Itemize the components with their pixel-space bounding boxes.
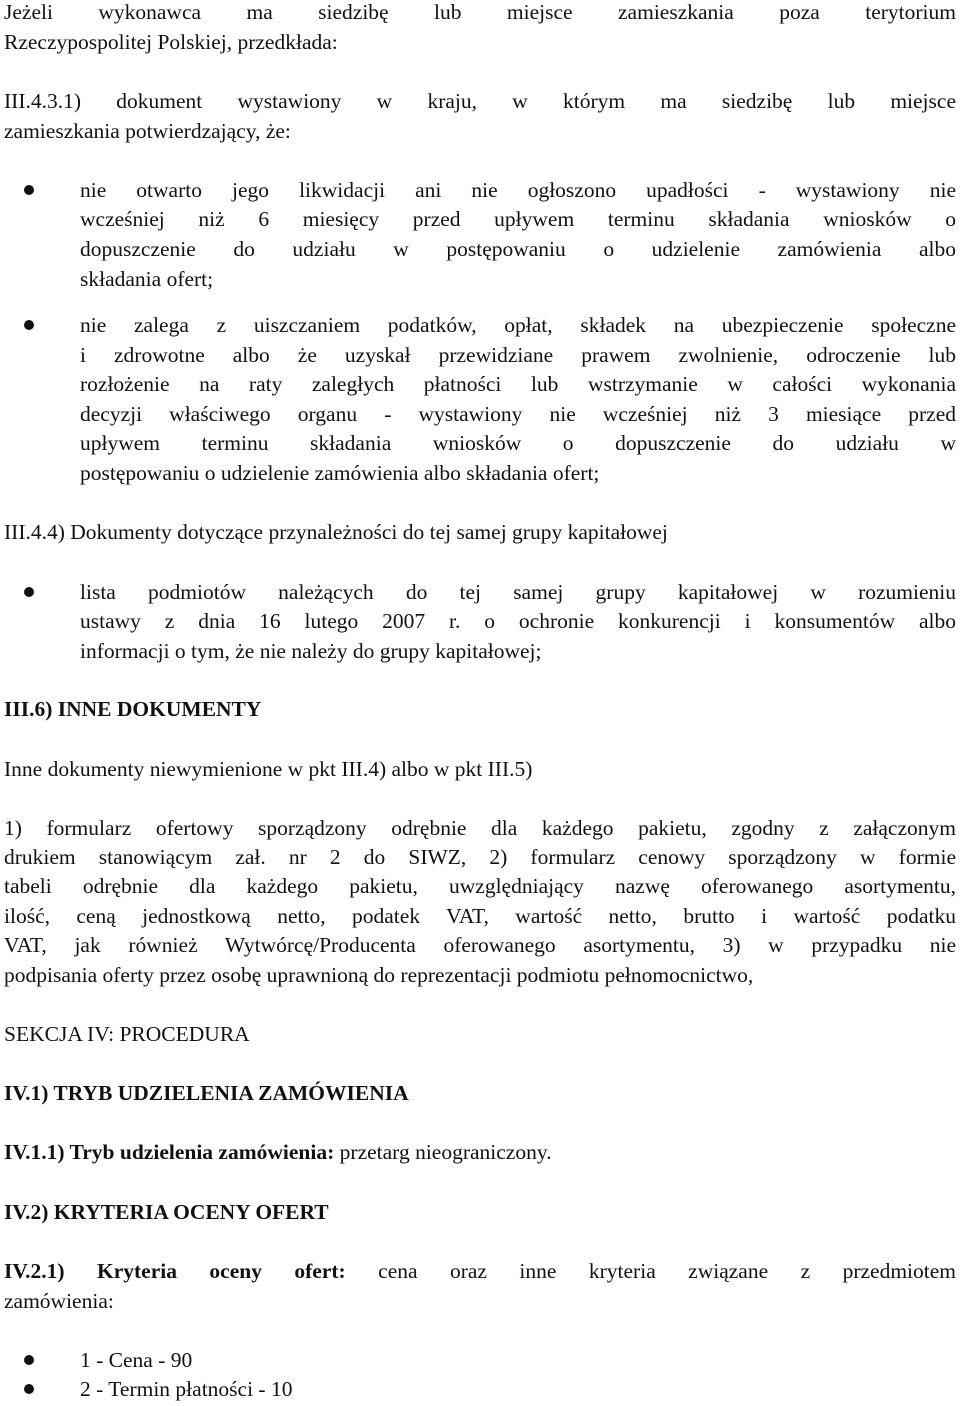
bullet2-line-4: decyzji właściwego organu - wystawiony nie wcześniej niż 3 miesiące przed	[80, 402, 956, 426]
bullet-dot	[24, 1384, 34, 1394]
iv2-heading: IV.2) KRYTERIA OCENY OFERT	[4, 1200, 329, 1224]
s36-line-1: 1) formularz ofertowy sporządzony odrębnie dla każdego pakietu, zgodny z załączonym	[4, 816, 956, 840]
bullet3-line-3: informacji o tym, że nie należy do grupy kapitałowej;	[80, 639, 542, 663]
s344-heading: III.4.4) Dokumenty dotyczące przynależności do tej samej grupy kapitałowej	[4, 520, 668, 544]
bullet2-line-6: postępowaniu o udzielenie zamówienia albo składania ofert;	[80, 461, 600, 485]
iv11-label: IV.1.1) Tryb udzielenia zamówienia:	[4, 1140, 335, 1164]
s36-line-6: podpisania oferty przez osobę uprawnioną do reprezentacji podmiotu pełnomocnictwo,	[4, 963, 754, 987]
s36-line-3: tabeli odrębnie dla każdego pakietu, uwzględniający nazwę oferowanego asortymentu,	[4, 874, 956, 898]
criterion-item: 1 - Cena - 90	[80, 1348, 193, 1372]
iv21-line-2: zamówienia:	[4, 1289, 114, 1313]
bullet-dot	[24, 1355, 34, 1365]
bullet1-line-1: nie otwarto jego likwidacji ani nie ogłoszono upadłości - wystawiony nie	[80, 178, 956, 202]
intro-line-1: Jeżeli wykonawca ma siedzibę lub miejsce zamieszkania poza terytorium	[4, 0, 956, 24]
bullet1-line-2: wcześniej niż 6 miesięcy przed upływem terminu składania wniosków o	[80, 207, 956, 231]
bullet2-line-2: i zdrowotne albo że uzyskał przewidziane prawem zwolnienie, odroczenie lub	[80, 343, 956, 367]
bullet2-line-1: nie zalega z uiszczaniem podatków, opłat, składek na ubezpieczenie społeczne	[80, 313, 956, 337]
iv1-heading: IV.1) TRYB UDZIELENIA ZAMÓWIENIA	[4, 1081, 409, 1105]
iv11-line	[4, 1137, 956, 1167]
s343-line-2: zamieszkania potwierdzający, że:	[4, 119, 291, 143]
intro-line-2: Rzeczypospolitej Polskiej, przedkłada:	[4, 30, 338, 54]
iv21-line	[4, 1256, 956, 1286]
s36-heading: III.6) INNE DOKUMENTY	[4, 697, 262, 721]
iv21-label: IV.2.1) Kryteria oceny ofert:	[4, 1259, 346, 1283]
bullet2-line-5: upływem terminu składania wniosków o dopuszczenie do udziału w	[80, 431, 956, 455]
criterion-item: 2 - Termin płatności - 10	[80, 1377, 293, 1401]
s36-line-4: ilość, ceną jednostkową netto, podatek VAT, wartość netto, brutto i wartość podatku	[4, 904, 956, 928]
s36-line-5: VAT, jak również Wytwórcę/Producenta oferowanego asortymentu, 3) w przypadku nie	[4, 933, 956, 957]
s343-line-1: III.4.3.1) dokument wystawiony w kraju, w którym ma siedzibę lub miejsce	[4, 89, 956, 113]
s36-subheading: Inne dokumenty niewymienione w pkt III.4) albo w pkt III.5)	[4, 757, 533, 781]
iv21-value: cena oraz inne kryteria związane z przedmiotem	[345, 1259, 957, 1283]
bullet-dot	[24, 185, 34, 195]
bullet-dot	[24, 320, 34, 330]
iv11-value: przetarg nieograniczony.	[334, 1140, 552, 1164]
sekcja-iv-heading: SEKCJA IV: PROCEDURA	[4, 1022, 250, 1046]
bullet-dot	[24, 587, 34, 597]
bullet1-line-3: dopuszczenie do udziału w postępowaniu o udzielenie zamówienia albo	[80, 237, 956, 261]
s36-line-2: drukiem stanowiącym zał. nr 2 do SIWZ, 2) formularz cenowy sporządzony w formie	[4, 845, 956, 869]
bullet3-line-1: lista podmiotów należących do tej samej grupy kapitałowej w rozumieniu	[80, 580, 956, 604]
bullet2-line-3: rozłożenie na raty zaległych płatności lub wstrzymanie w całości wykonania	[80, 372, 956, 396]
bullet1-line-4: składania ofert;	[80, 267, 214, 291]
bullet3-line-2: ustawy z dnia 16 lutego 2007 r. o ochronie konkurencji i konsumentów albo	[80, 609, 956, 633]
